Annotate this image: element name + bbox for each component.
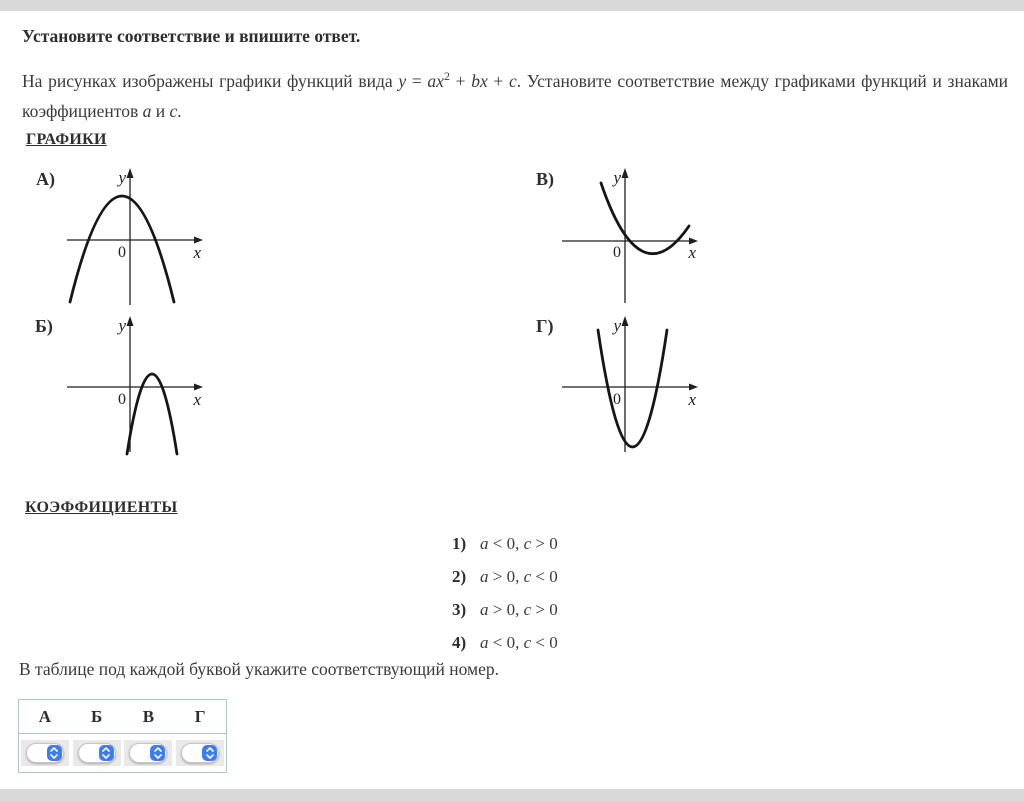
- answer-table-header-g: Г: [194, 706, 206, 726]
- var-a: a: [142, 101, 152, 121]
- origin-label: 0: [613, 391, 621, 408]
- answer-table: [18, 699, 227, 773]
- graph-a-plot: [60, 160, 220, 310]
- graph-label-g: Г): [536, 316, 554, 336]
- origin-label: 0: [118, 244, 126, 261]
- answer-input-cell: [176, 740, 224, 766]
- graph-label-a: А): [36, 169, 55, 189]
- graph-b-plot: [60, 308, 220, 458]
- answer-cell-a: [19, 734, 71, 772]
- y-axis-label: y: [613, 168, 621, 187]
- origin-label: 0: [118, 391, 126, 408]
- formula-c: c: [509, 71, 517, 91]
- top-gray-band: [0, 0, 1024, 11]
- option-text: a > 0, c > 0: [480, 599, 558, 619]
- option-number: 3): [452, 599, 467, 619]
- formula-bx: bx: [471, 71, 488, 91]
- number-spinner: [78, 743, 116, 763]
- bottom-gray-band: [0, 789, 1024, 801]
- graph-label-v: В): [536, 169, 554, 189]
- var-c: c: [169, 101, 178, 121]
- x-axis-label: x: [193, 243, 201, 262]
- coefficient-option-4: [452, 626, 558, 659]
- answer-table-header-a: А: [38, 706, 52, 726]
- graph-v-plot: [555, 160, 715, 310]
- intro-text-2: Установите соответствие между графиками функций и знаками коэффициентов: [22, 71, 1009, 121]
- formula-ax: ax: [427, 71, 444, 91]
- option-text: a < 0, c < 0: [480, 632, 558, 652]
- y-axis-arrow-icon: [622, 168, 629, 178]
- answer-input-b[interactable]: [80, 745, 98, 761]
- stepper-v[interactable]: [150, 745, 165, 761]
- answer-input-cell: [73, 740, 121, 766]
- x-axis-label: x: [193, 390, 201, 409]
- answer-input-cell: [21, 740, 69, 766]
- table-instruction: В таблице под каждой буквой укажите соответствующий номер.: [19, 659, 499, 679]
- option-number: 2): [452, 566, 467, 586]
- x-axis-label: x: [688, 390, 696, 409]
- y-axis-arrow-icon: [127, 168, 134, 178]
- option-number: 1): [452, 533, 467, 553]
- option-text: a > 0, c < 0: [480, 566, 558, 586]
- parabola-curve-g: [598, 330, 667, 447]
- answer-input-g[interactable]: [183, 745, 201, 761]
- stepper-arrows-icon: [153, 746, 163, 760]
- graph-g-plot: [555, 308, 715, 458]
- stepper-a[interactable]: [47, 745, 62, 761]
- answer-cell-g: [174, 734, 226, 772]
- stepper-arrows-icon: [49, 746, 59, 760]
- intro-text: На рисунках изображены графики функций вида: [22, 71, 399, 91]
- answer-table-input-row: [19, 734, 226, 772]
- answer-table-header-b: Б: [91, 706, 103, 726]
- page-title: Установите соответствие и впишите ответ.: [22, 26, 361, 46]
- answer-table-header-row: [19, 700, 226, 734]
- stepper-arrows-icon: [205, 746, 215, 760]
- y-axis-arrow-icon: [622, 316, 629, 326]
- coefficient-option-3: [452, 593, 558, 626]
- section-heading-coefficients: КОЭФФИЦИЕНТЫ: [25, 499, 178, 516]
- coefficient-option-2: [452, 560, 558, 593]
- formula-exponent: 2: [443, 69, 450, 84]
- stepper-b[interactable]: [99, 745, 114, 761]
- stepper-g[interactable]: [202, 745, 217, 761]
- graph-label-b: Б): [35, 316, 53, 336]
- x-axis-label: x: [688, 243, 696, 262]
- formula-y: y: [398, 71, 407, 91]
- option-number: 4): [452, 632, 467, 652]
- answer-input-cell: [124, 740, 172, 766]
- number-spinner: [181, 743, 219, 763]
- coefficient-option-1: [452, 527, 558, 560]
- coefficient-options: [452, 527, 558, 659]
- origin-label: 0: [613, 244, 621, 261]
- number-spinner: [26, 743, 64, 763]
- stepper-arrows-icon: [101, 746, 111, 760]
- answer-cell-v: [123, 734, 175, 772]
- y-axis-arrow-icon: [127, 316, 134, 326]
- y-axis-label: y: [613, 316, 621, 335]
- answer-cell-b: [71, 734, 123, 772]
- y-axis-label: y: [118, 168, 126, 187]
- answer-input-a[interactable]: [28, 745, 46, 761]
- section-heading-graphs: ГРАФИКИ: [26, 131, 107, 148]
- number-spinner: [129, 743, 167, 763]
- task-intro: На рисунках изображены графики функций вида $y = ax^2$ + bx + c. Установите соответствие между графиками функций и знаками коэффициентов a и c.: [22, 69, 1009, 121]
- y-axis-label: y: [118, 316, 126, 335]
- option-text: a < 0, c > 0: [480, 533, 558, 553]
- answer-table-header-v: В: [142, 706, 155, 726]
- parabola-curve-b: [127, 374, 177, 454]
- answer-input-v[interactable]: [131, 745, 149, 761]
